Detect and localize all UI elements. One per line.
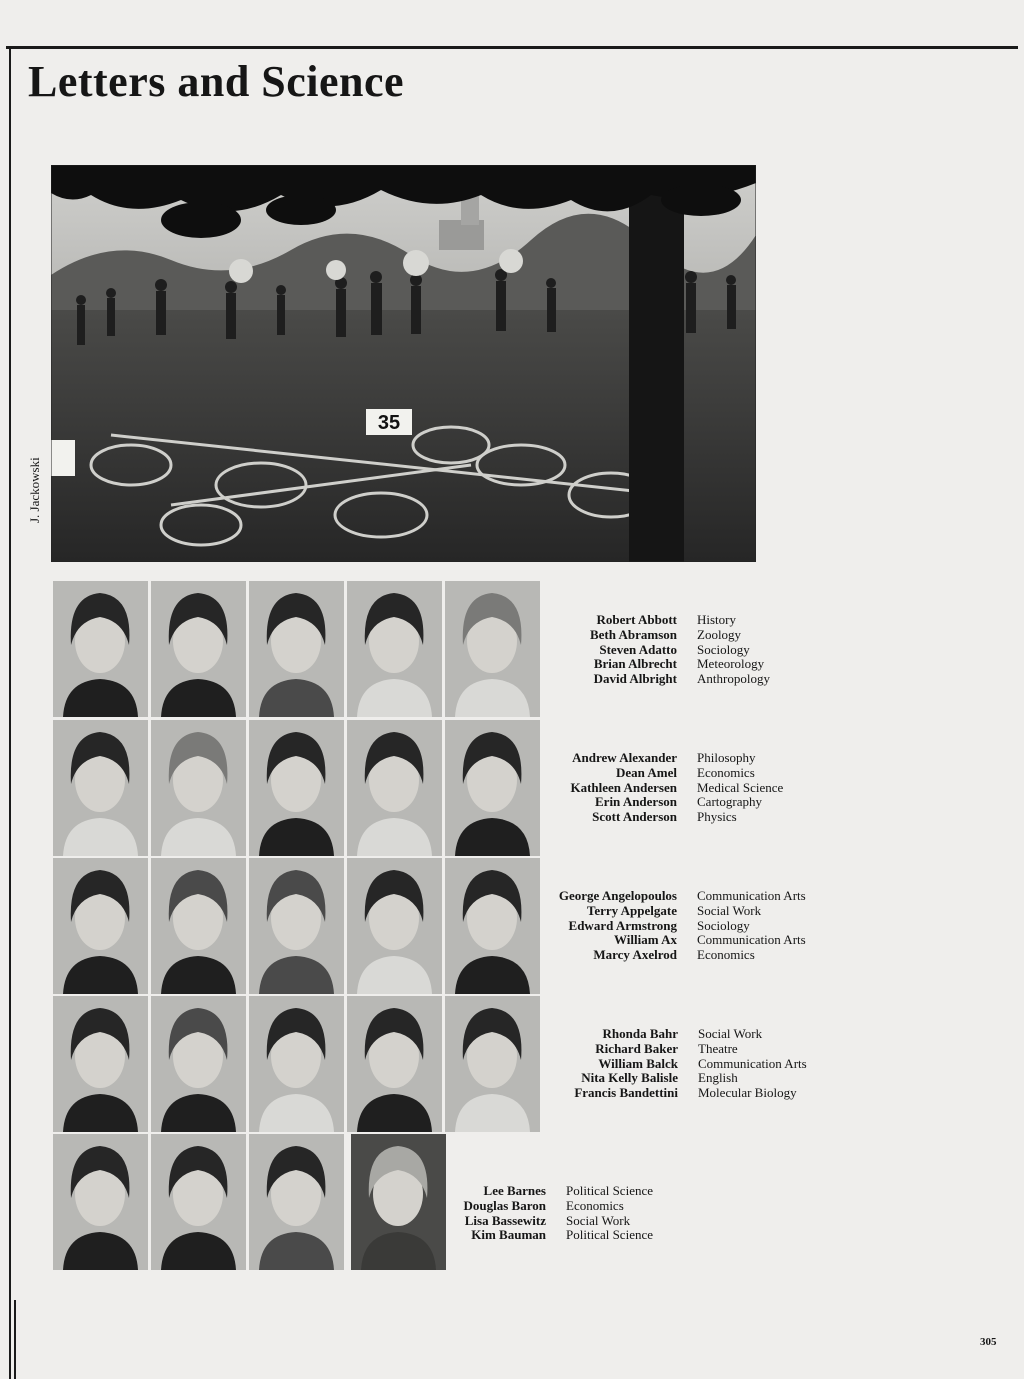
student-major: English <box>698 1070 738 1086</box>
student-majors-group-1 <box>697 613 770 687</box>
student-majors-group-5 <box>566 1184 653 1243</box>
student-portrait <box>249 1134 344 1270</box>
student-major: Communication Arts <box>698 1055 807 1071</box>
student-portrait <box>151 581 246 717</box>
left-rule-lower <box>14 1300 16 1379</box>
student-names-group-1 <box>590 613 677 687</box>
student-portrait <box>249 996 344 1132</box>
student-major: Cartography <box>697 794 762 810</box>
student-name: Nita Kelly Balisle <box>581 1070 678 1086</box>
student-names-group-2 <box>570 751 677 825</box>
student-portrait <box>347 720 442 856</box>
student-major: Social Work <box>566 1212 631 1228</box>
student-names-group-4 <box>574 1027 678 1101</box>
student-name: Erin Anderson <box>595 794 677 810</box>
student-name: Beth Abramson <box>589 626 677 642</box>
student-portrait <box>445 720 540 856</box>
student-portrait <box>249 581 344 717</box>
student-major: Meteorology <box>697 656 765 672</box>
student-portrait <box>445 996 540 1132</box>
student-names-group-3 <box>559 889 677 963</box>
student-name: Lee Barnes <box>483 1183 546 1198</box>
field-marker-label: 35 <box>377 412 401 434</box>
student-name: Scott Anderson <box>592 809 677 825</box>
student-major: Economics <box>566 1197 624 1213</box>
student-name: Edward Armstrong <box>568 917 677 933</box>
student-name: Rhonda Bahr <box>602 1026 678 1041</box>
student-name: Andrew Alexander <box>572 750 677 765</box>
student-name: Robert Abbott <box>596 612 677 627</box>
student-portrait <box>53 720 148 856</box>
student-portrait <box>249 720 344 856</box>
student-name: William Ax <box>614 932 677 948</box>
student-portrait <box>445 581 540 717</box>
student-name: Terry Appelgate <box>586 902 677 918</box>
student-name: Douglas Baron <box>463 1197 546 1213</box>
student-major: Sociology <box>697 917 750 933</box>
student-major: Economics <box>697 947 755 963</box>
student-portrait <box>53 858 148 994</box>
student-portrait <box>347 858 442 994</box>
student-majors-group-4 <box>698 1027 807 1101</box>
student-major: Political Science <box>566 1183 654 1198</box>
student-major: Economics <box>697 764 755 780</box>
student-major: Political Science <box>566 1227 654 1243</box>
student-major: History <box>697 612 736 627</box>
student-major: Social Work <box>698 1026 763 1041</box>
student-name: Steven Adatto <box>599 641 677 657</box>
student-major: Physics <box>697 809 737 825</box>
student-major: Philosophy <box>697 750 756 765</box>
student-portrait <box>347 581 442 717</box>
student-portrait <box>445 858 540 994</box>
student-name: Francis Bandettini <box>574 1085 678 1101</box>
student-major: Zoology <box>697 626 742 642</box>
student-major: Sociology <box>697 641 750 657</box>
student-name: George Angelopoulos <box>558 888 677 903</box>
student-name: Lisa Bassewitz <box>464 1212 546 1228</box>
top-rule <box>6 46 1018 49</box>
student-portrait <box>53 1134 148 1270</box>
student-name: William Balck <box>598 1055 678 1071</box>
student-portrait <box>53 581 148 717</box>
student-portrait <box>351 1134 446 1270</box>
student-name: Brian Albrecht <box>593 656 677 672</box>
student-name: David Albright <box>593 671 677 687</box>
student-name: Richard Baker <box>595 1040 678 1056</box>
student-name: Dean Amel <box>615 764 677 780</box>
student-portrait <box>151 1134 246 1270</box>
student-majors-group-2 <box>697 751 783 825</box>
student-name: Kim Bauman <box>471 1227 546 1243</box>
marching-band-photo <box>51 165 756 562</box>
student-major: Anthropology <box>697 671 770 687</box>
page-title: Letters and Science <box>28 57 405 106</box>
student-major: Communication Arts <box>697 932 806 948</box>
student-major: Communication Arts <box>697 888 806 903</box>
student-major: Medical Science <box>697 779 784 795</box>
student-majors-group-3 <box>697 889 806 963</box>
page-number: 305 <box>980 1336 997 1348</box>
student-portrait <box>53 996 148 1132</box>
student-portrait <box>249 858 344 994</box>
student-portrait <box>151 858 246 994</box>
student-major: Theatre <box>698 1040 738 1056</box>
student-name: Kathleen Andersen <box>570 779 677 795</box>
student-major: Social Work <box>697 902 762 918</box>
student-portrait <box>151 996 246 1132</box>
student-portrait <box>347 996 442 1132</box>
student-major: Molecular Biology <box>698 1085 797 1101</box>
photo-credit: J. Jackowski <box>27 457 42 523</box>
student-names-group-5 <box>464 1184 546 1243</box>
student-name: Marcy Axelrod <box>593 947 677 963</box>
student-portrait <box>151 720 246 856</box>
left-rule <box>9 46 11 1379</box>
